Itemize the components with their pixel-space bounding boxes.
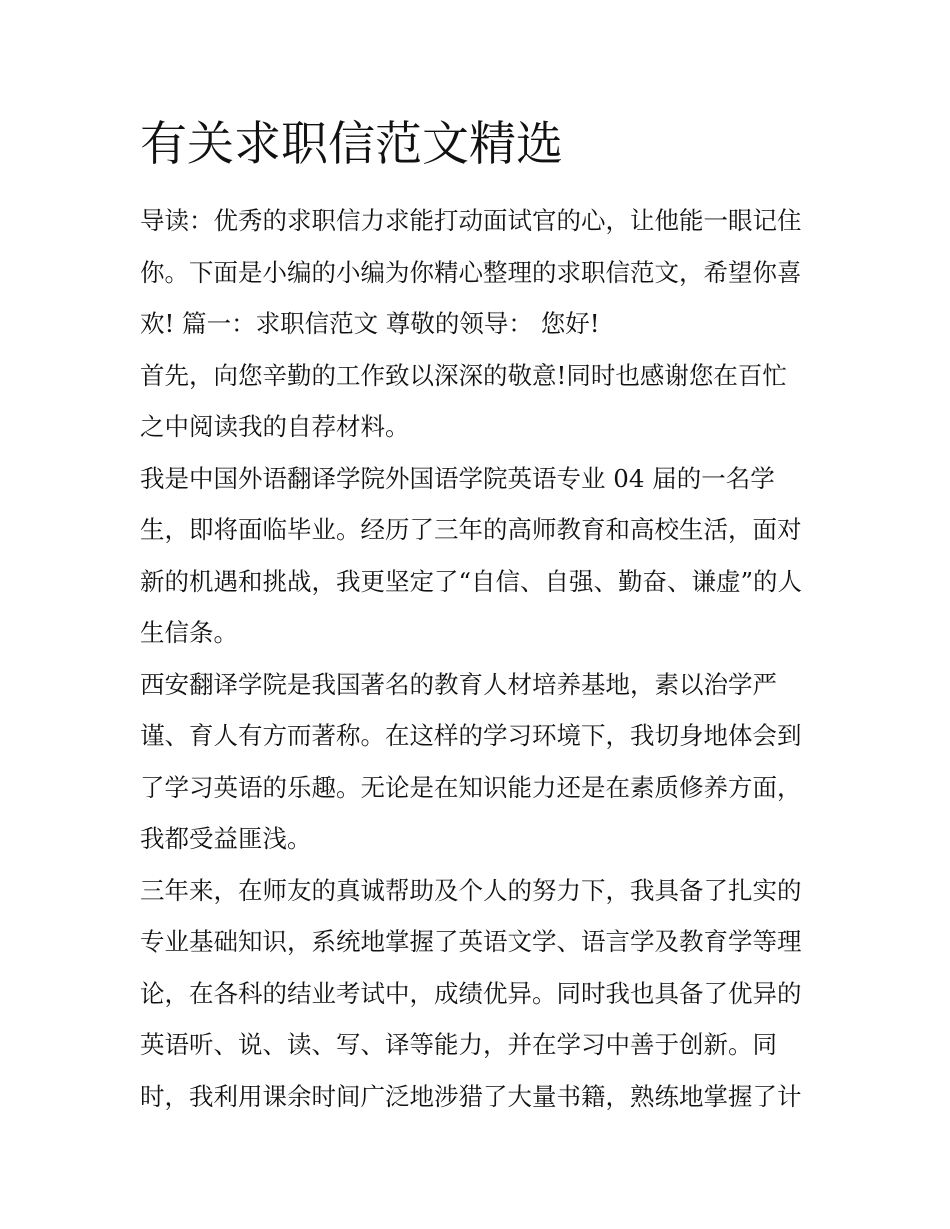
body-line: 时，我利用课余时间广泛地涉猎了大量书籍，熟练地掌握了计 bbox=[140, 1081, 802, 1111]
body-line: 谨、育人有方而著称。在这样的学习环境下，我切身地体会到 bbox=[140, 721, 802, 750]
body-line: 专业基础知识，系统地掌握了英语文学、语言学及教育学等理 bbox=[140, 927, 802, 956]
document-body bbox=[140, 195, 820, 1122]
body-line: 西安翻译学院是我国著名的教育人材培养基地，素以治学严 bbox=[140, 669, 777, 699]
body-line: 导读：优秀的求职信力求能打动面试官的心，让他能一眼记住 bbox=[140, 206, 802, 235]
body-line: 首先，向您辛勤的工作致以深深的敬意!同时也感谢您在百忙 bbox=[140, 360, 787, 390]
body-line: 之中阅读我的自荐材料。 bbox=[140, 412, 410, 441]
body-line: 了学习英语的乐趣。无论是在知识能力还是在素质修养方面， bbox=[140, 772, 802, 802]
body-line: 欢! 篇一：求职信范文 尊敬的领导： 您好! bbox=[140, 309, 600, 338]
body-line: 生信条。 bbox=[140, 618, 238, 647]
body-line: 三年来，在师友的真诚帮助及个人的努力下，我具备了扎实的 bbox=[140, 875, 802, 905]
body-line: 新的机遇和挑战，我更坚定了“自信、自强、勤奋、谦虚”的人 bbox=[140, 566, 803, 596]
body-line: 英语听、说、读、写、译等能力，并在学习中善于创新。同 bbox=[140, 1030, 777, 1059]
document-title: 有关求职信范文精选 bbox=[140, 117, 563, 172]
body-line: 生，即将面临毕业。经历了三年的高师教育和高校生活，面对 bbox=[140, 515, 802, 544]
body-line: 论，在各科的结业考试中，成绩优异。同时我也具备了优异的 bbox=[140, 978, 802, 1008]
body-line: 我都受益匪浅。 bbox=[140, 824, 312, 853]
body-line: 你。下面是小编的小编为你精心整理的求职信范文，希望你喜 bbox=[140, 257, 802, 287]
body-line: 我是中国外语翻译学院外国语学院英语专业 04 届的一名学 bbox=[140, 463, 775, 493]
